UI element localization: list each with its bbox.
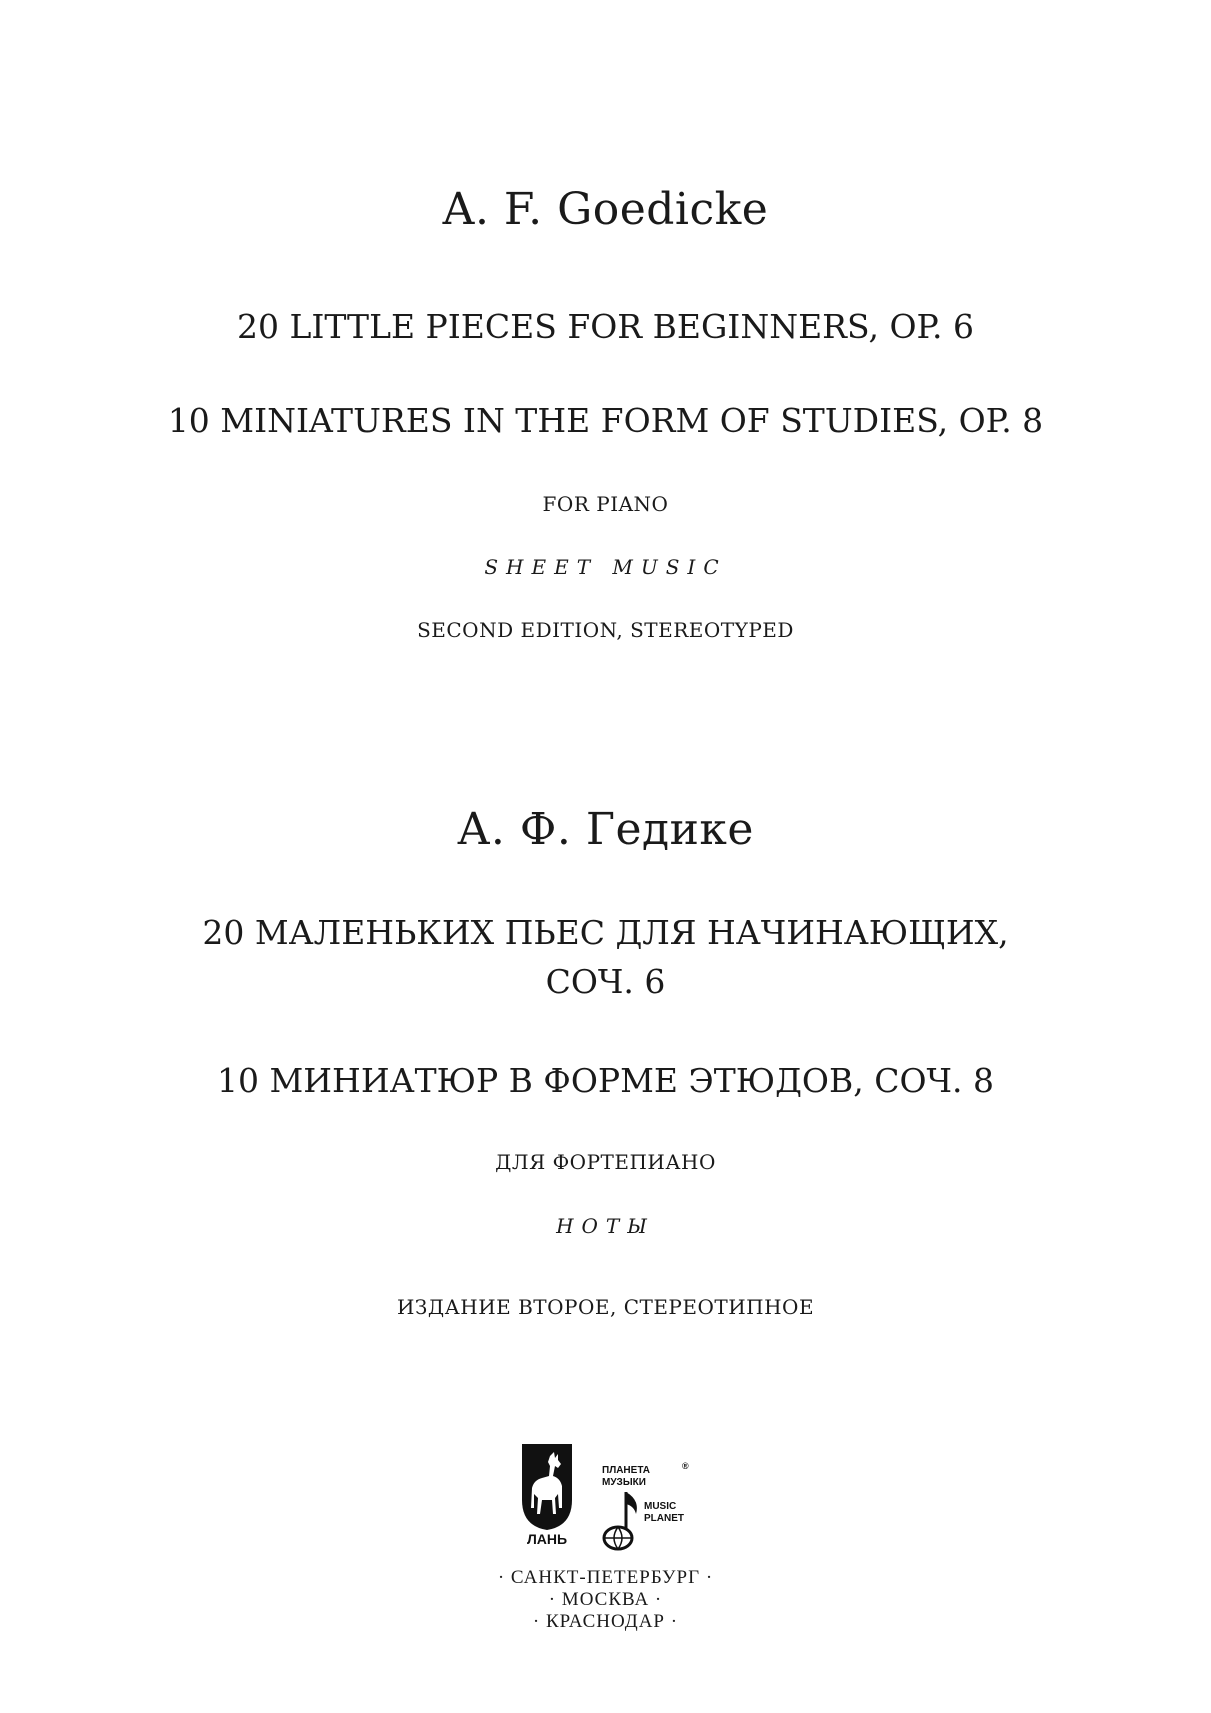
publication-type-russian: НОТЫ xyxy=(556,1214,655,1238)
music-word: MUSIC xyxy=(644,1501,677,1512)
publication-type-english: SHEET MUSIC xyxy=(484,555,727,579)
planet-word: PLANET xyxy=(644,1513,684,1524)
muzyki-word: МУЗЫКИ xyxy=(602,1477,646,1488)
lan-wordmark: ЛАНЬ xyxy=(526,1531,568,1547)
work-title-op6-russian-line2: СОЧ. 6 xyxy=(545,962,666,1001)
publisher-logos xyxy=(520,1442,690,1558)
edition-english: SECOND EDITION, STEREOTYPED xyxy=(417,618,794,642)
imprint-city-moscow: · МОСКВА · xyxy=(548,1589,663,1610)
imprint-city-krasnodar: · КРАСНОДАР · xyxy=(532,1611,679,1632)
work-title-op8-russian: 10 МИНИАТЮР В ФОРМЕ ЭТЮДОВ, СОЧ. 8 xyxy=(217,1061,994,1100)
work-title-op6-english: 20 LITTLE PIECES FOR BEGINNERS, OP. 6 xyxy=(237,307,974,346)
planeta-word: ПЛАНЕТА xyxy=(602,1465,651,1476)
author-russian: А. Ф. Гедике xyxy=(457,804,754,855)
work-title-op8-english: 10 MINIATURES IN THE FORM OF STUDIES, OP. 8 xyxy=(167,401,1044,440)
edition-russian: ИЗДАНИЕ ВТОРОЕ, СТЕРЕОТИПНОЕ xyxy=(396,1295,815,1319)
registered-mark: ® xyxy=(682,1461,689,1471)
author-english: A. F. Goedicke xyxy=(442,184,769,235)
instrument-english: FOR PIANO xyxy=(542,492,669,516)
music-planet-logo xyxy=(596,1461,690,1554)
instrument-russian: ДЛЯ ФОРТЕПИАНО xyxy=(495,1150,716,1174)
work-title-op6-russian-line1: 20 МАЛЕНЬКИХ ПЬЕС ДЛЯ НАЧИНАЮЩИХ, xyxy=(202,913,1009,952)
imprint-city-saint-petersburg: · САНКТ-ПЕТЕРБУРГ · xyxy=(497,1567,714,1588)
